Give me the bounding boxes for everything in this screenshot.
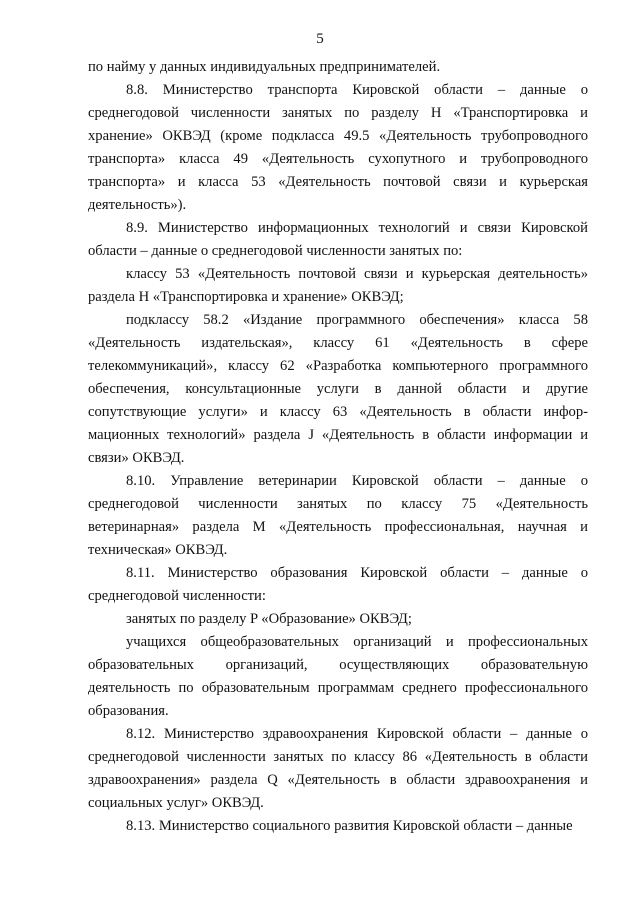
paragraph-8-9-subclass-58-2: подклассу 58.2 «Издание программного обеспечения» класса 58 «Деятельность издательская», классу 61 «Деятельность в сфере телекоммуникаций», классу 62 «Разработка компьютерного программного обеспечения, консультационные услуги в данной области и другие сопутствующие услуги» и классу 63 «Деятельность в области инфор-мационных технологий» раздела J «Деятельность в области информации и связи» ОКВЭД. bbox=[88, 312, 588, 466]
page-number: 5 bbox=[316, 31, 324, 47]
paragraph-8-9: 8.9. Министерство информационных технологий и связи Кировской области – данные о среднегодовой численности занятых по: bbox=[88, 220, 588, 259]
paragraph-8-11: 8.11. Министерство образования Кировской области – данные о среднегодовой численности: bbox=[88, 565, 588, 604]
paragraph-8-9-class-53: классу 53 «Деятельность почтовой связи и курьерская деятельность» раздела H «Транспортировка и хранение» ОКВЭД; bbox=[88, 266, 588, 305]
document-body bbox=[88, 56, 588, 838]
paragraph-8-12: 8.12. Министерство здравоохранения Кировской области – данные о среднегодовой численности занятых по классу 86 «Деятельность в области здравоохранения» раздела Q «Деятельность в области здравоохранения и социальных услуг» ОКВЭД. bbox=[88, 726, 588, 811]
paragraph-8-10: 8.10. Управление ветеринарии Кировской области – данные о среднегодовой численности занятых по классу 75 «Деятельность ветеринарная» раздела M «Деятельность профессиональная, научная и техническая» ОКВЭД. bbox=[88, 473, 588, 558]
paragraph-8-11-employed: занятых по разделу P «Образование» ОКВЭД; bbox=[126, 611, 412, 627]
paragraph-8-8: 8.8. Министерство транспорта Кировской области – данные о среднегодовой численности занятых по разделу H «Транспортировка и хранение» ОКВЭД (кроме подкласса 49.5 «Деятельность трубопроводного транспорта» класса 49 «Деятельность сухопутного и трубопроводного транспорта» и класса 53 «Деятельность почтовой связи и курьерская деятельность»). bbox=[88, 82, 588, 213]
paragraph-continuation: по найму у данных индивидуальных предпринимателей. bbox=[88, 59, 441, 75]
paragraph-8-13: 8.13. Министерство социального развития Кировской области – данные bbox=[126, 818, 573, 834]
paragraph-8-11-students: учащихся общеобразовательных организаций и профессиональных образовательных организаций, осуществляющих образовательную деятельность по образовательным программам среднего профессионального образования. bbox=[88, 634, 588, 719]
